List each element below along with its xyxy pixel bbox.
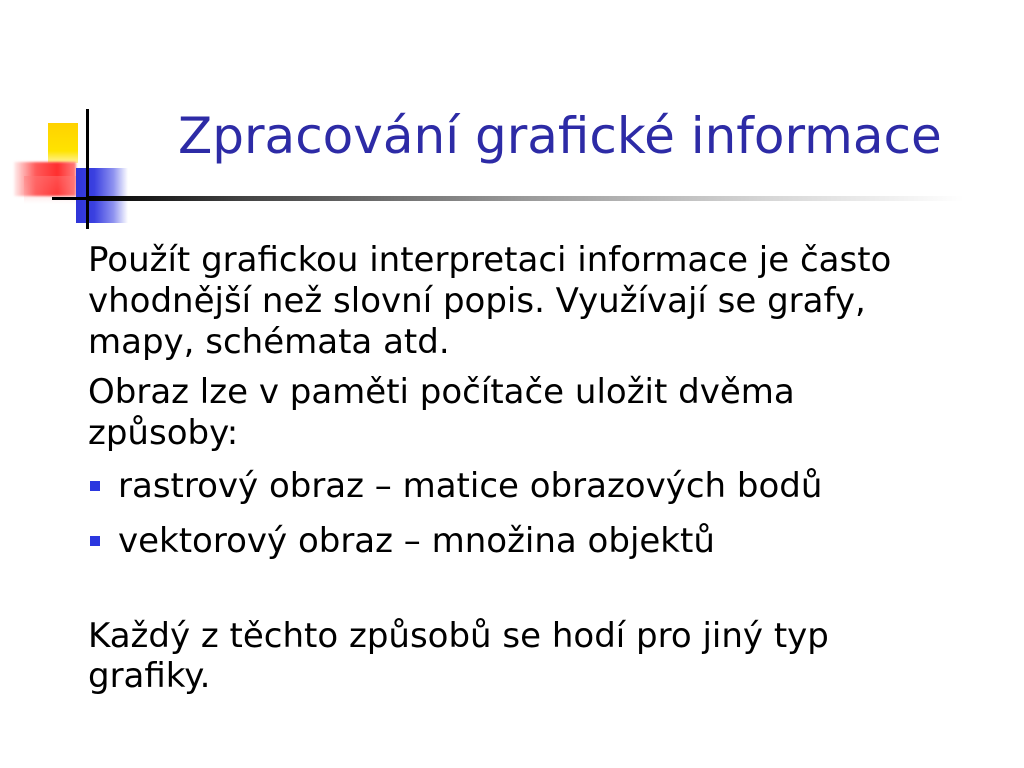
intro-paragraph: Použít grafickou interpretaci informace je často vhodnější než slovní popis. Využívají se grafy, mapy, schémata atd.: [88, 240, 892, 362]
square-bullet-icon: [90, 481, 100, 491]
logo-vertical-line: [86, 109, 89, 229]
logo-yellow-block: [48, 123, 78, 163]
storage-paragraph: Obraz lze v paměti počítače uložit dvěma způsoby:: [88, 372, 795, 454]
square-bullet-icon: [90, 536, 100, 546]
slide-title: Zpracování grafické informace: [178, 107, 942, 165]
image-types-list: [88, 466, 948, 562]
list-item-label: rastrový obraz – matice obrazových bodů: [118, 465, 823, 506]
slide-logo: [0, 0, 180, 240]
title-divider: [88, 196, 964, 201]
closing-paragraph: Každý z těchto způsobů se hodí pro jiný typ grafiky.: [88, 615, 829, 697]
list-item-vector: [88, 521, 948, 562]
slide-content: [88, 240, 948, 697]
list-item-label: vektorový obraz – množina objektů: [118, 520, 715, 561]
list-item-raster: [88, 466, 948, 507]
